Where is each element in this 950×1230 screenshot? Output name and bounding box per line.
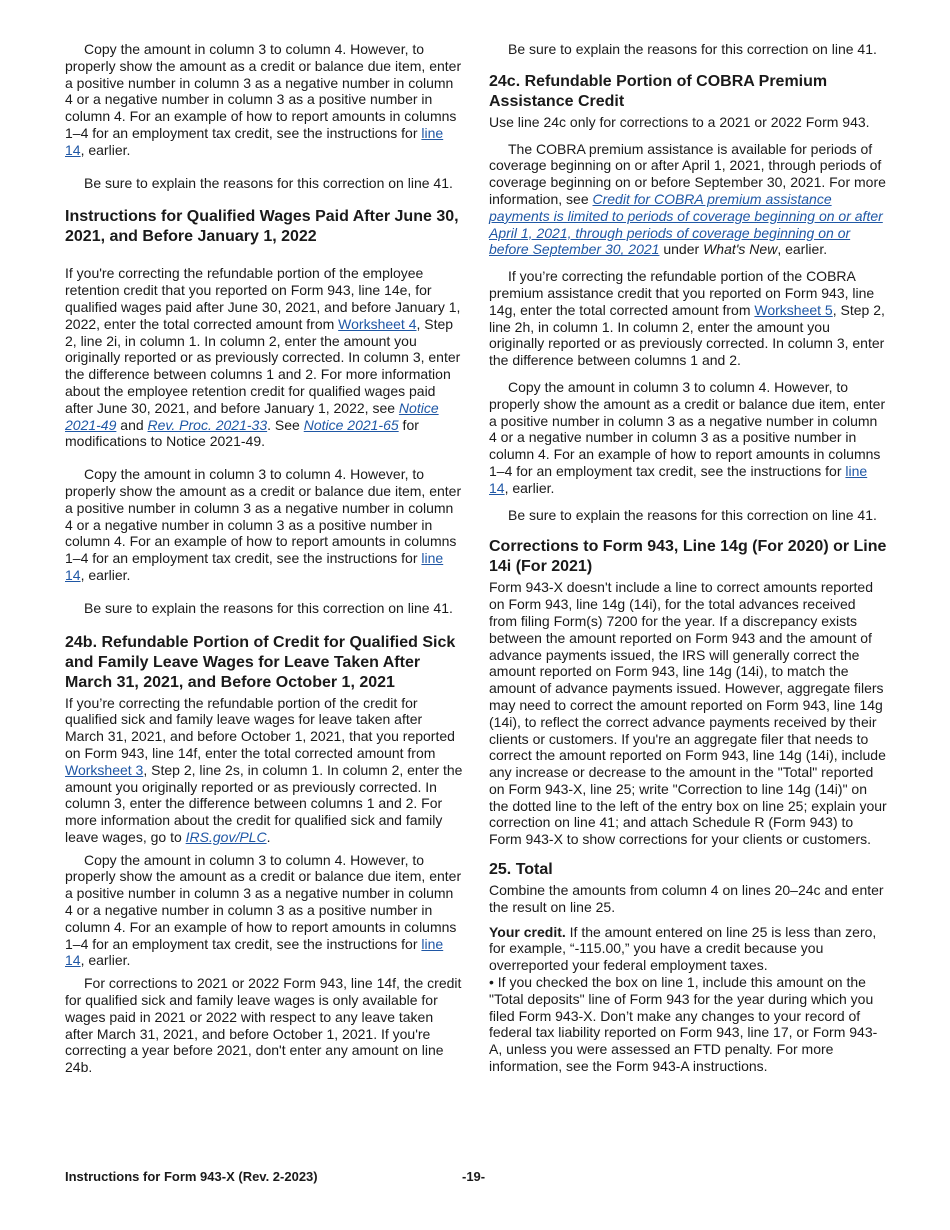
- page-number: -19-: [462, 1169, 486, 1184]
- section-heading: 24b. Refundable Portion of Credit for Qualified Sick and Family Leave Wages for Leave Taken After March 31, 2021, and Before October 1, 2021: [65, 633, 456, 691]
- line-14-link[interactable]: line 14: [65, 935, 444, 969]
- paragraph: Use line 24c only for corrections to a 2021 or 2022 Form 943.: [489, 113, 870, 130]
- paragraph: If you’re correcting the refundable portion of the credit for qualified sick and family leave wages for leave taken after March 31, 2021, and before October 1, 2021, that you reported on Form 943, line 14f, enter the total corrected amount from Worksheet 3, Step 2, line 2s, in column 1. In column 2, enter the amount you originally reported or as previously corrected. In column 3, enter the difference between columns 1 and 2. For more information about the credit for qualified sick and family leave wages, go to IRS.gov/PLC.: [65, 694, 463, 845]
- paragraph: For corrections to 2021 or 2022 Form 943, line 14f, the credit for qualified sick and family leave wages is only available for wages paid in 2021 or 2022 with respect to any leave taken after March 31, 2021, and before October 1, 2021. If you're correcting a year before 2021, don't enter any amount on line 24b.: [65, 975, 462, 1076]
- section-heading: 25. Total: [489, 861, 553, 879]
- line-14-link[interactable]: line 14: [65, 550, 444, 583]
- notice-2021-65-link[interactable]: Notice 2021-65: [303, 416, 399, 433]
- paragraph: Be sure to explain the reasons for this correction on line 41.: [84, 599, 453, 616]
- worksheet-3-link[interactable]: Worksheet 3: [65, 761, 144, 778]
- paragraph: Be sure to explain the reasons for this correction on line 41.: [508, 41, 877, 57]
- section-heading: 24c. Refundable Portion of COBRA Premium Assistance Credit: [489, 72, 828, 110]
- cobra-credit-link[interactable]: Credit for COBRA premium assistance payments is limited to periods of coverage beginning on or after April 1, 2021, through periods of coverage beginning on or before September 30, 2021: [489, 190, 883, 258]
- paragraph: Copy the amount in column 3 to column 4. However, to properly show the amount as a credit or balance due item, enter a positive number in column 3 as a negative number in column 4 or a negative number in column 3 as a positive number in column 4. For an example of how to report amounts in columns 1–4 for an employment tax credit, see the instructions for line 14, earlier.: [65, 851, 462, 969]
- line-14-link[interactable]: line 14: [65, 124, 444, 158]
- worksheet-5-link[interactable]: Worksheet 5: [754, 301, 833, 318]
- paragraph: Copy the amount in column 3 to column 4. However, to properly show the amount as a credit or balance due item, enter a positive number in column 3 as a negative number in column 4 or a negative number in column 3 as a positive number in column 4. For an example of how to report amounts in columns 1–4 for an employment tax credit, see the instructions for line 14, earlier.: [65, 41, 462, 158]
- rev-proc-2021-33-link[interactable]: Rev. Proc. 2021-33: [147, 416, 268, 433]
- paragraph: Copy the amount in column 3 to column 4. However, to properly show the amount as a credit or balance due item, enter a positive number in column 3 as a negative number in column 4 or a negative number in column 3 as a positive number in column 4. For an example of how to report amounts in columns 1–4 for an employment tax credit, see the instructions for line 14, earlier.: [65, 466, 462, 583]
- footer-title: Instructions for Form 943-X (Rev. 2-2023): [65, 1169, 318, 1184]
- paragraph: Form 943-X doesn't include a line to correct amounts reported on Form 943, line 14g (14i), for the total advances received from filing Form(s) 7200 for the year. If a discrepancy exists between the amount reported on Form 943 and the amount of advance payments issued, the IRS will generally correct the amount reported on Form 943, line 14g (14i), to match the amount of advance payments issued. However, aggregate filers may need to correct the amount reported on Form 943, line 14g (14i), to reflect the correct advance payments received by their clients or customers. If you're an aggregate filer that needs to correct the amount reported on Form 943, line 14g (14i), include any increase or decrease to the amount in the "Total" reported on Form 943-X, line 25; write "Correction to line 14g (14i)" on the dotted line to the left of the entry box on line 25; explain your correction on line 41; and attach Schedule R (Form 943) to Form 943-X to show corrections for your clients or customers.: [489, 579, 887, 848]
- paragraph: Be sure to explain the reasons for this correction on line 41.: [84, 174, 453, 191]
- paragraph: If you're correcting the refundable portion of the employee retention credit that you reported on Form 943, line 14e, for qualified wages paid after June 30, 2021, and before January 1, 2022, enter the total corrected amount from Worksheet 4, Step 2, line 2i, in column 1. In column 2, enter the amount you originally reported or as previously corrected. In column 3, enter the difference between columns 1 and 2. For more information about the employee retention credit for qualified wages paid after June 30, 2021, and before January 1, 2022, see Notice 2021-49 and Rev. Proc. 2021-33. See Notice 2021-65 for modifications to Notice 2021-49.: [65, 265, 461, 450]
- paragraph: The COBRA premium assistance is available for periods of coverage beginning on or after April 1, 2021, through periods of coverage beginning on or before September 30, 2021. For more information, see Credit for COBRA premium assistance payments is limited to periods of coverage beginning on or after April 1, 2021, through periods of coverage beginning on or before September 30, 2021 under What's New, earlier.: [489, 140, 886, 258]
- worksheet-4-link[interactable]: Worksheet 4: [338, 315, 417, 332]
- right-column: [489, 41, 887, 1075]
- section-heading: Corrections to Form 943, Line 14g (For 2020) or Line 14i (For 2021): [489, 538, 887, 576]
- section-heading: Instructions for Qualified Wages Paid After June 30, 2021, and Before January 1, 2022: [65, 208, 459, 246]
- paragraph: If you’re correcting the refundable portion of the COBRA premium assistance credit that you reported on Form 943, line 14g, enter the total corrected amount from Worksheet 5, Step 2, line 2h, in column 1. In column 2, enter the amount you originally reported or as previously corrected. In column 3, enter the difference between columns 1 and 2.: [489, 268, 885, 369]
- paragraph: Be sure to explain the reasons for this correction on line 41.: [508, 506, 877, 523]
- bullet-icon: •: [489, 974, 494, 991]
- left-column: [65, 41, 463, 1092]
- paragraph: Your credit. If the amount entered on line 25 is less than zero, for example, “-115.00,” you have a credit because you overreported your federal employment taxes.: [489, 923, 877, 974]
- line-14-link[interactable]: line 14: [489, 462, 868, 496]
- irs-plc-link[interactable]: IRS.gov/PLC: [185, 828, 267, 845]
- paragraph: Combine the amounts from column 4 on lines 20–24c and enter the result on line 25.: [489, 882, 884, 915]
- bullet-item: • If you checked the box on line 1, include this amount on the "Total deposits" line of Form 943 for the year during which you filed Form 943-X. Don’t make any changes to your record of federal tax liability reported on Form 943, line 17, or Form 943-A, unless you were assessed an FTD penalty. For more information, see the Form 943-A instructions.: [489, 974, 878, 1075]
- paragraph: Copy the amount in column 3 to column 4. However, to properly show the amount as a credit or balance due item, enter a positive number in column 3 as a negative number in column 4 or a negative number in column 3 as a positive number in column 4. For an example of how to report amounts in columns 1–4 for an employment tax credit, see the instructions for line 14, earlier.: [489, 378, 886, 496]
- notice-2021-49-link[interactable]: Notice 2021-49: [65, 399, 439, 433]
